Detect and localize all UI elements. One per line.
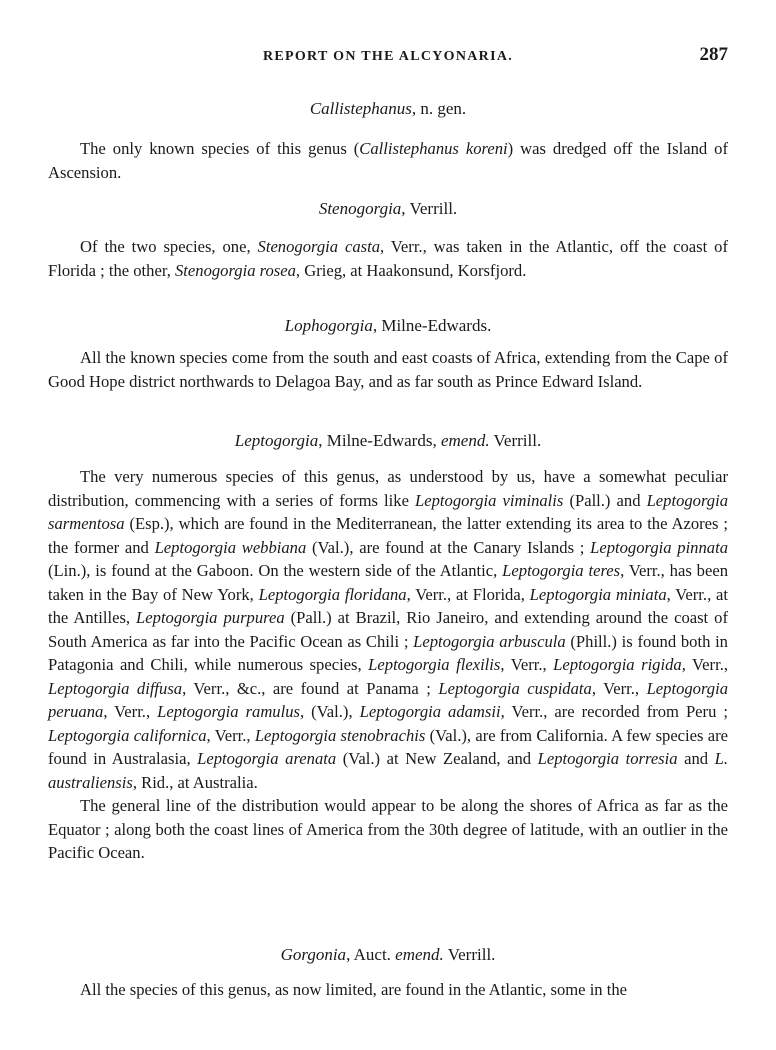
italic-text: emend. xyxy=(395,945,444,964)
italic-text: Leptogorgia arenata xyxy=(197,749,337,768)
text-run: (Val.), are from California. A few species are found in Australasia, xyxy=(48,725,728,768)
italic-text: Leptogorgia viminalis xyxy=(415,490,564,510)
text-run: The very numerous species of this genus, as understood by us, have a somewhat peculiar distribution, commencing with a series of forms like xyxy=(48,467,728,510)
text-run: Verrill. xyxy=(489,431,542,450)
text-run: All the species of this genus, as now limited, are found in the Atlantic, some in the xyxy=(80,980,628,999)
section-body-stenogorgia xyxy=(48,235,728,282)
text-run: (Pall.) and xyxy=(563,490,647,510)
italic-text: Leptogorgia peruana xyxy=(48,678,728,721)
section-body-leptogorgia xyxy=(48,465,728,865)
italic-text: Callistephanus xyxy=(309,99,412,118)
text-run: (Esp.), which are found in the Mediterranean, the latter extending its area to the Azores ; the former and xyxy=(48,514,728,557)
running-title: REPORT ON THE ALCYONARIA. xyxy=(262,49,514,64)
text-run: All the known species come from the south and east coasts of Africa, extending from the Cape of Good Hope district northwards to Delagoa Bay, and as far south as Prince Edward Island. xyxy=(48,348,728,391)
section-heading-lophogorgia xyxy=(48,315,728,337)
text-run: Of the two species, one, xyxy=(80,237,258,256)
section-heading-callistephanus xyxy=(48,98,728,120)
text-run: (Val.), are found at the Canary Islands ; xyxy=(306,537,591,557)
text-run: (Val.) at New Zealand, and xyxy=(336,749,538,768)
section-heading-gorgonia xyxy=(48,944,728,966)
text-run: , Verr., at the Antilles, xyxy=(48,584,728,627)
italic-text: emend. xyxy=(440,431,490,450)
text-run: , Verr., &c., are found at Panama ; xyxy=(182,678,439,698)
text-run: , Rid., at Australia. xyxy=(132,772,258,792)
italic-text: Leptogorgia californica xyxy=(48,725,207,745)
section-body-lophogorgia xyxy=(48,346,728,393)
text-run: (Pall.) at Brazil, Rio Janeiro, and extending around the coast of South America as far into the Pacific Ocean as Chili ; xyxy=(48,608,728,651)
italic-text: Leptogorgia miniata xyxy=(529,584,667,604)
italic-text: Leptogorgia arbuscula xyxy=(413,631,566,651)
paragraph xyxy=(48,465,728,794)
italic-text: Gorgonia xyxy=(280,945,347,964)
text-run: , Grieg, at Haakonsund, Korsfjord. xyxy=(295,260,527,280)
italic-text: Leptogorgia pinnata xyxy=(590,537,728,557)
italic-text: L. australiensis xyxy=(48,749,729,792)
italic-text: Leptogorgia diffusa xyxy=(48,678,183,698)
page-number: 287 xyxy=(699,44,728,65)
italic-text: Stenogorgia xyxy=(318,199,402,218)
italic-text: Leptogorgia flexilis xyxy=(368,655,501,674)
text-run: , Verr., xyxy=(591,678,647,698)
italic-text: Leptogorgia teres xyxy=(502,561,621,580)
italic-text: Leptogorgia ramulus xyxy=(157,702,300,721)
text-run: , Verr., xyxy=(681,655,728,674)
text-run: , Verr., at Florida, xyxy=(406,584,530,604)
text-run: , Verr., are recorded from Peru ; xyxy=(500,702,728,721)
text-run: , Verrill. xyxy=(401,199,458,218)
italic-text: Stenogorgia casta xyxy=(257,237,380,256)
italic-text: Leptogorgia rigida xyxy=(553,655,682,674)
text-run: , Milne-Edwards, xyxy=(318,431,441,450)
italic-text: Leptogorgia purpurea xyxy=(136,608,285,627)
text-run: (Phill.) is found both in Patagonia and Chili, while numerous species, xyxy=(48,631,728,674)
text-run: , (Val.), xyxy=(299,702,360,721)
text-run: , Milne-Edwards. xyxy=(372,316,492,335)
text-run: , Verr., was taken in the Atlantic, off the coast of Florida ; the other, xyxy=(48,237,728,280)
italic-text: Leptogorgia xyxy=(234,431,319,450)
text-run: The general line of the distribution would appear to be along the shores of Africa as far as the Equator ; along both the coast lines of America from the 30th degree of latitude, with an outlier in the Pacific Ocean. xyxy=(48,796,728,862)
italic-text: Stenogorgia rosea xyxy=(175,260,296,280)
text-run: , Verr., xyxy=(206,725,255,745)
text-run: , Verr., xyxy=(500,655,554,674)
text-run: , Auct. xyxy=(346,945,396,964)
text-run: Verrill. xyxy=(443,945,496,964)
italic-text: Leptogorgia sarmentosa xyxy=(48,490,728,533)
section-body-callistephanus xyxy=(48,137,728,184)
page-header xyxy=(48,44,728,68)
italic-text: Callistephanus koreni xyxy=(359,139,508,158)
text-run: and xyxy=(677,749,715,768)
paragraph xyxy=(48,137,728,184)
paragraph xyxy=(48,346,728,393)
text-run: The only known species of this genus ( xyxy=(80,139,360,158)
paragraph xyxy=(48,235,728,282)
text-run: , Verr., xyxy=(103,702,158,721)
section-body-gorgonia xyxy=(48,978,728,1002)
paragraph xyxy=(48,978,728,1002)
italic-text: Lophogorgia xyxy=(284,316,373,335)
section-heading-leptogorgia xyxy=(48,430,728,452)
italic-text: Leptogorgia webbiana xyxy=(154,537,307,557)
text-run: , Verr., has been taken in the Bay of New York, xyxy=(48,561,729,604)
section-heading-stenogorgia xyxy=(48,198,728,220)
italic-text: Leptogorgia torresia xyxy=(537,749,678,768)
italic-text: Leptogorgia stenobrachis xyxy=(254,725,426,745)
text-run: (Lin.), is found at the Gaboon. On the western side of the Atlantic, xyxy=(48,561,503,580)
italic-text: Leptogorgia cuspidata xyxy=(438,678,592,698)
paragraph xyxy=(48,794,728,865)
italic-text: Leptogorgia floridana xyxy=(258,584,407,604)
text-run: ) was dredged off the Island of Ascension. xyxy=(48,139,728,182)
text-run: , n. gen. xyxy=(411,99,467,118)
italic-text: Leptogorgia adamsii xyxy=(359,702,501,721)
